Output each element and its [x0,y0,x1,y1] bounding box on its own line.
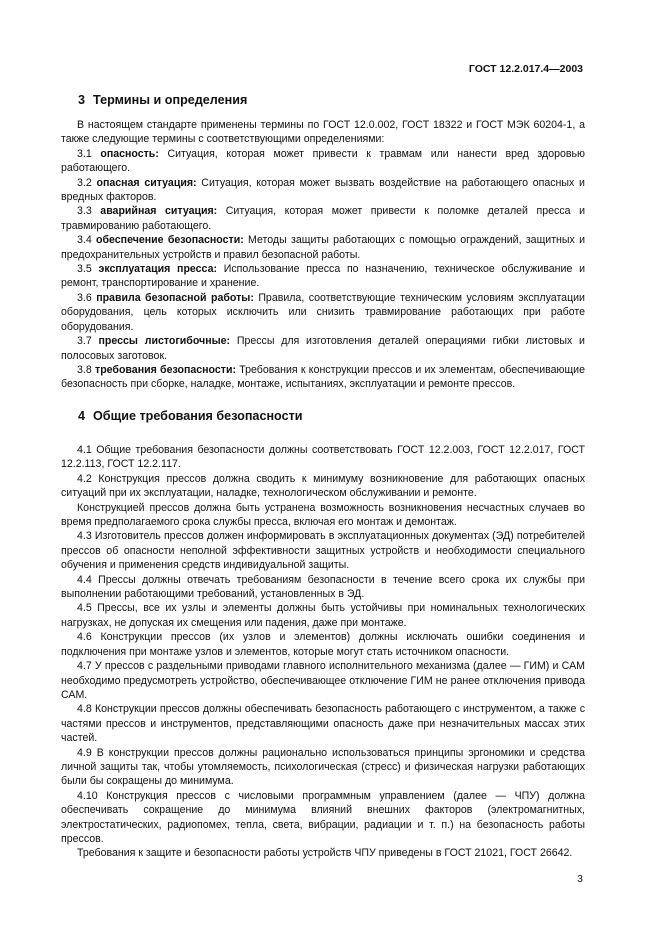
paragraph-4-10: 4.10 Конструкция прессов с числовыми программным управлением (далее — ЧПУ) должна обеспечивать сокращение до минимума влияний внешних факторов (электромагнитных, электростатических, радиопомех, тепла, света, вибрации, радиации и т. п.) на безопасность работы прессов. [61,789,585,845]
term-definition: Методы защиты работающих с помощью ограждений, защитных и предохранительных устройств и правил безопасной работы. [61,234,585,261]
term-3-1 [61,147,585,176]
term-definition: Ситуация, которая может привести к травмам или нанести вред здоровью работающего. [61,147,585,175]
term-3-4 [61,233,585,262]
term-definition: Правила, соответствующие техническим условиям эксплуатации оборудования, цель которых исключить или снизить травмирование работающих при работе оборудования. [61,291,585,333]
term-number: 3.4 [77,234,92,247]
document-id: ГОСТ 12.2.017.4—2003 [468,63,583,75]
term-name: обеспечение безопасности: [96,234,244,247]
section-4-title: Общие требования безопасности [93,409,303,423]
paragraph-4-8: 4.8 Конструкции прессов должны обеспечивать безопасность работающего с инструментом, а также с частями прессов и инструментов, представляющими опасность даже при незначительных массах этих частей. [61,703,585,745]
term-definition: Прессы для изготовления деталей операциями гибки листовых и полосовых заготовок. [61,335,585,362]
paragraph-4-9: 4.9 В конструкции прессов должны рационально использоваться принципы эргономики и средства личной защиты так, чтобы утомляемость, психологическая (стресс) и физическая нагрузки работающих были бы сокращены до минимума. [61,746,585,788]
paragraph-4-2-cont: Конструкцией прессов должна быть устранена возможность возникновения несчастных случаев во время предполагаемого срока службы пресса, включая его монтаж и демонтаж. [61,501,585,529]
section-3-number: 3 [78,93,86,107]
term-3-6 [61,291,585,334]
section-3-heading [78,93,247,107]
term-definition: Использование пресса по назначению, техническое обслуживание и ремонт, транспортирование и хранение. [61,263,586,290]
term-definition: Ситуация, которая может вызвать воздействие на работающего опасных и вредных факторов. [61,176,585,204]
term-name: правила безопасной работы: [96,291,254,304]
section-3-intro: В настоящем стандарте применены термины по ГОСТ 12.0.002, ГОСТ 18322 и ГОСТ МЭК 60204-1, а также следующие термины с соответствующими определениями: [61,119,585,146]
term-definition: Требования к конструкции прессов и их элементам, обеспечивающие безопасность при сборке, наладке, монтаже, испытаниях, эксплуатации и ремонте прессов. [61,363,585,391]
term-number: 3.3 [77,205,92,218]
term-number: 3.7 [77,335,92,348]
term-name: аварийная ситуация: [100,205,218,218]
term-number: 3.6 [77,291,92,304]
term-name: прессы листогибочные: [98,335,231,348]
term-3-7 [61,334,585,363]
section-4-body [61,443,585,861]
term-number: 3.8 [77,363,92,376]
term-name: эксплуатация пресса: [98,263,218,276]
term-definition: Ситуация, которая может привести к поломке деталей пресса и травмированию работающего. [61,205,585,232]
paragraph-4-5: 4.5 Прессы, все их узлы и элементы должны быть устойчивы при номинальных технологических нагрузках, не допуская их смещения или падения, даже при монтаже. [61,602,585,629]
term-number: 3.1 [77,147,92,160]
section-4-number: 4 [78,409,86,423]
paragraph-4-10-cont: Требования к защите и безопасности работы устройств ЧПУ приведены в ГОСТ 21021, ГОСТ 26642. [77,847,573,860]
term-3-2 [61,176,585,205]
section-3-body [61,118,585,392]
term-number: 3.2 [77,176,92,189]
paragraph-4-6: 4.6 Конструкции прессов (их узлов и элементов) должны исключать ошибки соединения и подключения при монтаже узлов и элементов, которые могут стать источником опасности. [61,631,585,658]
page-number: 3 [577,873,583,885]
paragraph-4-1: 4.1 Общие требования безопасности должны соответствовать ГОСТ 12.2.003, ГОСТ 12.2.017, ГОСТ 12.2.113, ГОСТ 12.2.117. [61,444,585,471]
term-name: опасная ситуация: [96,176,197,189]
paragraph-4-7: 4.7 У прессов с раздельными приводами главного исполнительного механизма (далее — ГИМ) и САМ необходимо предусмотреть устройство, обеспечивающее отключение ГИМ не ранее отключения привода САМ. [61,660,585,701]
term-3-8 [61,363,585,392]
term-name: опасность: [100,147,159,160]
term-3-5 [61,262,585,291]
section-3-title: Термины и определения [93,93,248,107]
term-3-3 [61,204,585,233]
paragraph-4-4: 4.4 Прессы должны отвечать требованиям безопасности в течение всего срока их службы при выполнении работающими требований, установленных в ЭД. [61,573,585,601]
term-name: требования безопасности: [95,363,236,376]
section-4-heading [78,409,303,423]
paragraph-4-3: 4.3 Изготовитель прессов должен информировать в эксплуатационных документах (ЭД) потребителей прессов об опасности неполной эффективности защитных устройств и необходимости специального обучения и применения средств индивидуальной защиты. [61,530,585,572]
paragraph-4-2: 4.2 Конструкция прессов должна сводить к минимуму возникновение для работающих опасных ситуаций при их эксплуатации, наладке, технологическом обслуживании и ремонте. [61,472,585,500]
term-number: 3.5 [77,263,92,276]
